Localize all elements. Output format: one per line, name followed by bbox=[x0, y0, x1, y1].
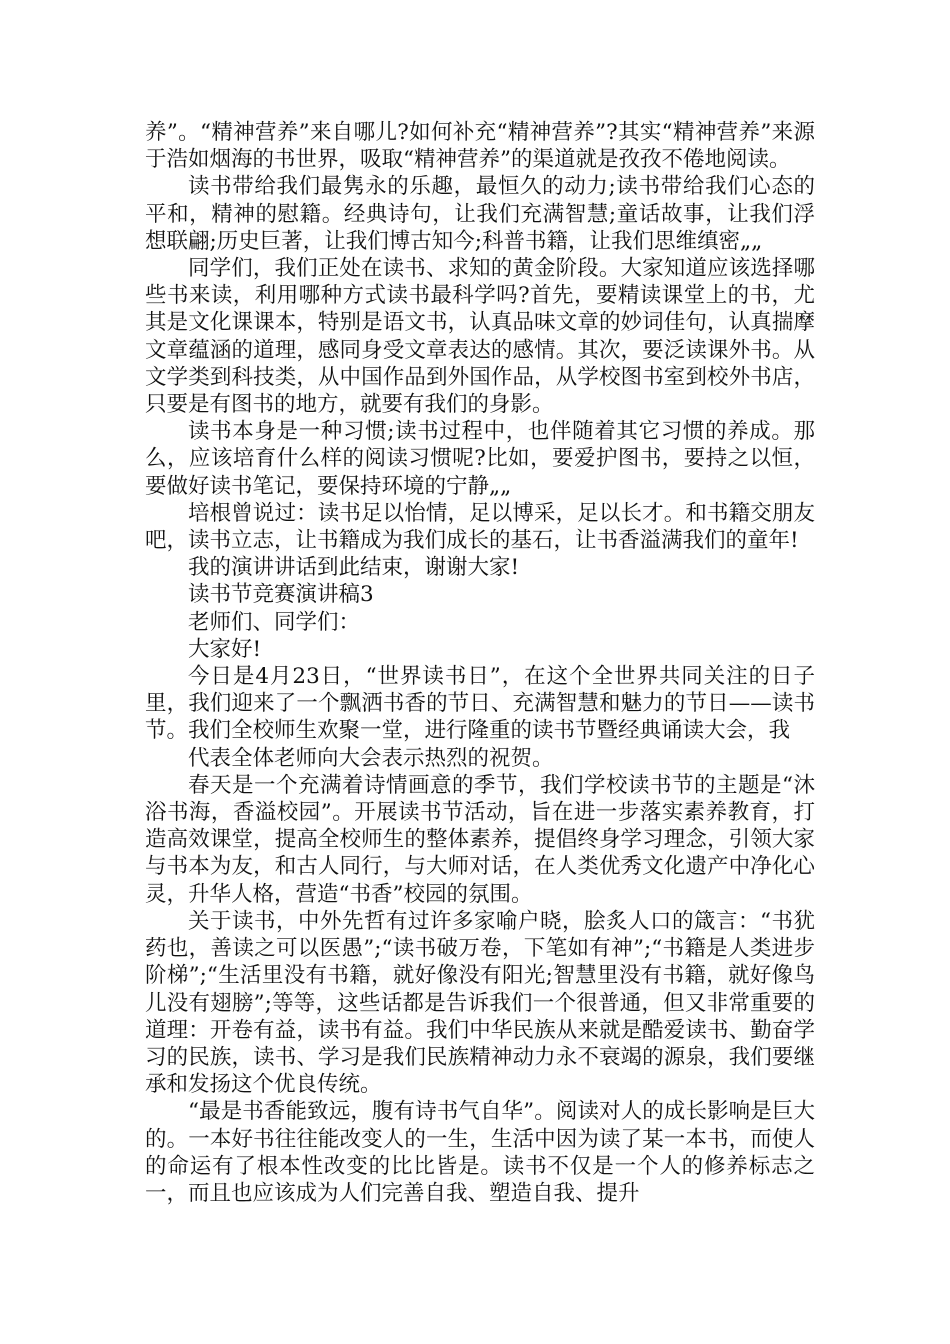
paragraph-closing: 我的演讲讲话到此结束，谢谢大家! bbox=[188, 555, 520, 581]
paragraph-reading-joy: 读书带给我们最隽永的乐趣，最恒久的动力;读书带给我们心态的平和，精神的慰籍。经典诗句，让我们充满智慧;童话故事，让我们浮想联翩;历史巨著，让我们博古知今;科普书籍，让我们思维缜密„„ bbox=[145, 174, 815, 254]
paragraph-famous-quotes: 关于读书，中外先哲有过许多家喻户晓，脍炙人口的箴言：“书犹药也，善读之可以医愚”;“读书破万卷，下笔如有神”;“书籍是人类进步阶梯”;“生活里没有书籍，就好像没有阳光;智慧里没有书籍，就好像鸟儿没有翅膀”;等等，这些话都是告诉我们一个很普通，但又非常重要的道理：开卷有益，读书有益。我们中华民族从来就是酷爱读书、勤奋学习的民族，读书、学习是我们民族精神动力永不衰竭的源泉，我们要继承和发扬这个优良传统。 bbox=[145, 908, 815, 1098]
paragraph-world-book-day: 今日是4月23日，“世界读书日”，在这个全世界共同关注的日子里，我们迎来了一个飘洒书香的节日、充满智慧和魅力的节日——读书节。我们全校师生欢聚一堂，进行隆重的读书节暨经典诵读大会，我 bbox=[145, 664, 815, 744]
paragraph-book-fragrance: “最是书香能致远，腹有诗书气自华”。阅读对人的成长影响是巨大的。一本好书往往能改变人的一生，生活中因为读了某一本书，而使人的命运有了根本性改变的比比皆是。读书不仅是一个人的修养标志之一，而且也应该成为人们完善自我、塑造自我、提升 bbox=[145, 1099, 815, 1206]
paragraph-congratulations: 代表全体老师向大会表示热烈的祝贺。 bbox=[188, 745, 554, 771]
salutation: 老师们、同学们： bbox=[188, 609, 361, 635]
paragraph-bacon-quote: 培根曾说过：读书足以怡情，足以博采，足以长才。和书籍交朋友吧，读书立志，让书籍成为我们成长的基石，让书香溢满我们的童年! bbox=[145, 500, 815, 554]
paragraph-reading-habits: 读书本身是一种习惯;读书过程中，也伴随着其它习惯的养成。那么，应该培育什么样的阅读习惯呢?比如，要爱护图书，要持之以恒，要做好读书笔记，要保持环境的宁静„„ bbox=[145, 419, 815, 499]
paragraph-continuation: 养”。“精神营养”来自哪儿?如何补充“精神营养”?其实“精神营养”来源于浩如烟海的书世界，吸取“精神营养”的渠道就是孜孜不倦地阅读。 bbox=[145, 120, 815, 173]
paragraph-how-to-read: 同学们，我们正处在读书、求知的黄金阶段。大家知道应该选择哪些书来读，利用哪种方式读书最科学吗?首先，要精读课堂上的书，尤其是文化课课本，特别是语文书，认真品味文章的妙词佳句，认真揣摩文章蕴涵的道理，感同身受文章表达的感情。其次，要泛读课外书。从文学类到科技类，从中国作品到外国作品，从学校图书室到校外书店，只要是有图书的地方，就要有我们的身影。 bbox=[145, 256, 815, 418]
greeting: 大家好! bbox=[188, 636, 262, 662]
paragraph-spring-theme: 春天是一个充满着诗情画意的季节，我们学校读书节的主题是“沐浴书海，香溢校园”。开展读书节活动，旨在进一步落实素养教育，打造高效课堂，提高全校师生的整体素养，提倡终身学习理念，引领大家与书本为友，和古人同行，与大师对话，在人类优秀文化遗产中净化心灵，升华人格，营造“书香”校园的氛围。 bbox=[145, 772, 815, 907]
document-body bbox=[145, 119, 815, 1207]
section-title: 读书节竞赛演讲稿3 bbox=[188, 582, 374, 608]
